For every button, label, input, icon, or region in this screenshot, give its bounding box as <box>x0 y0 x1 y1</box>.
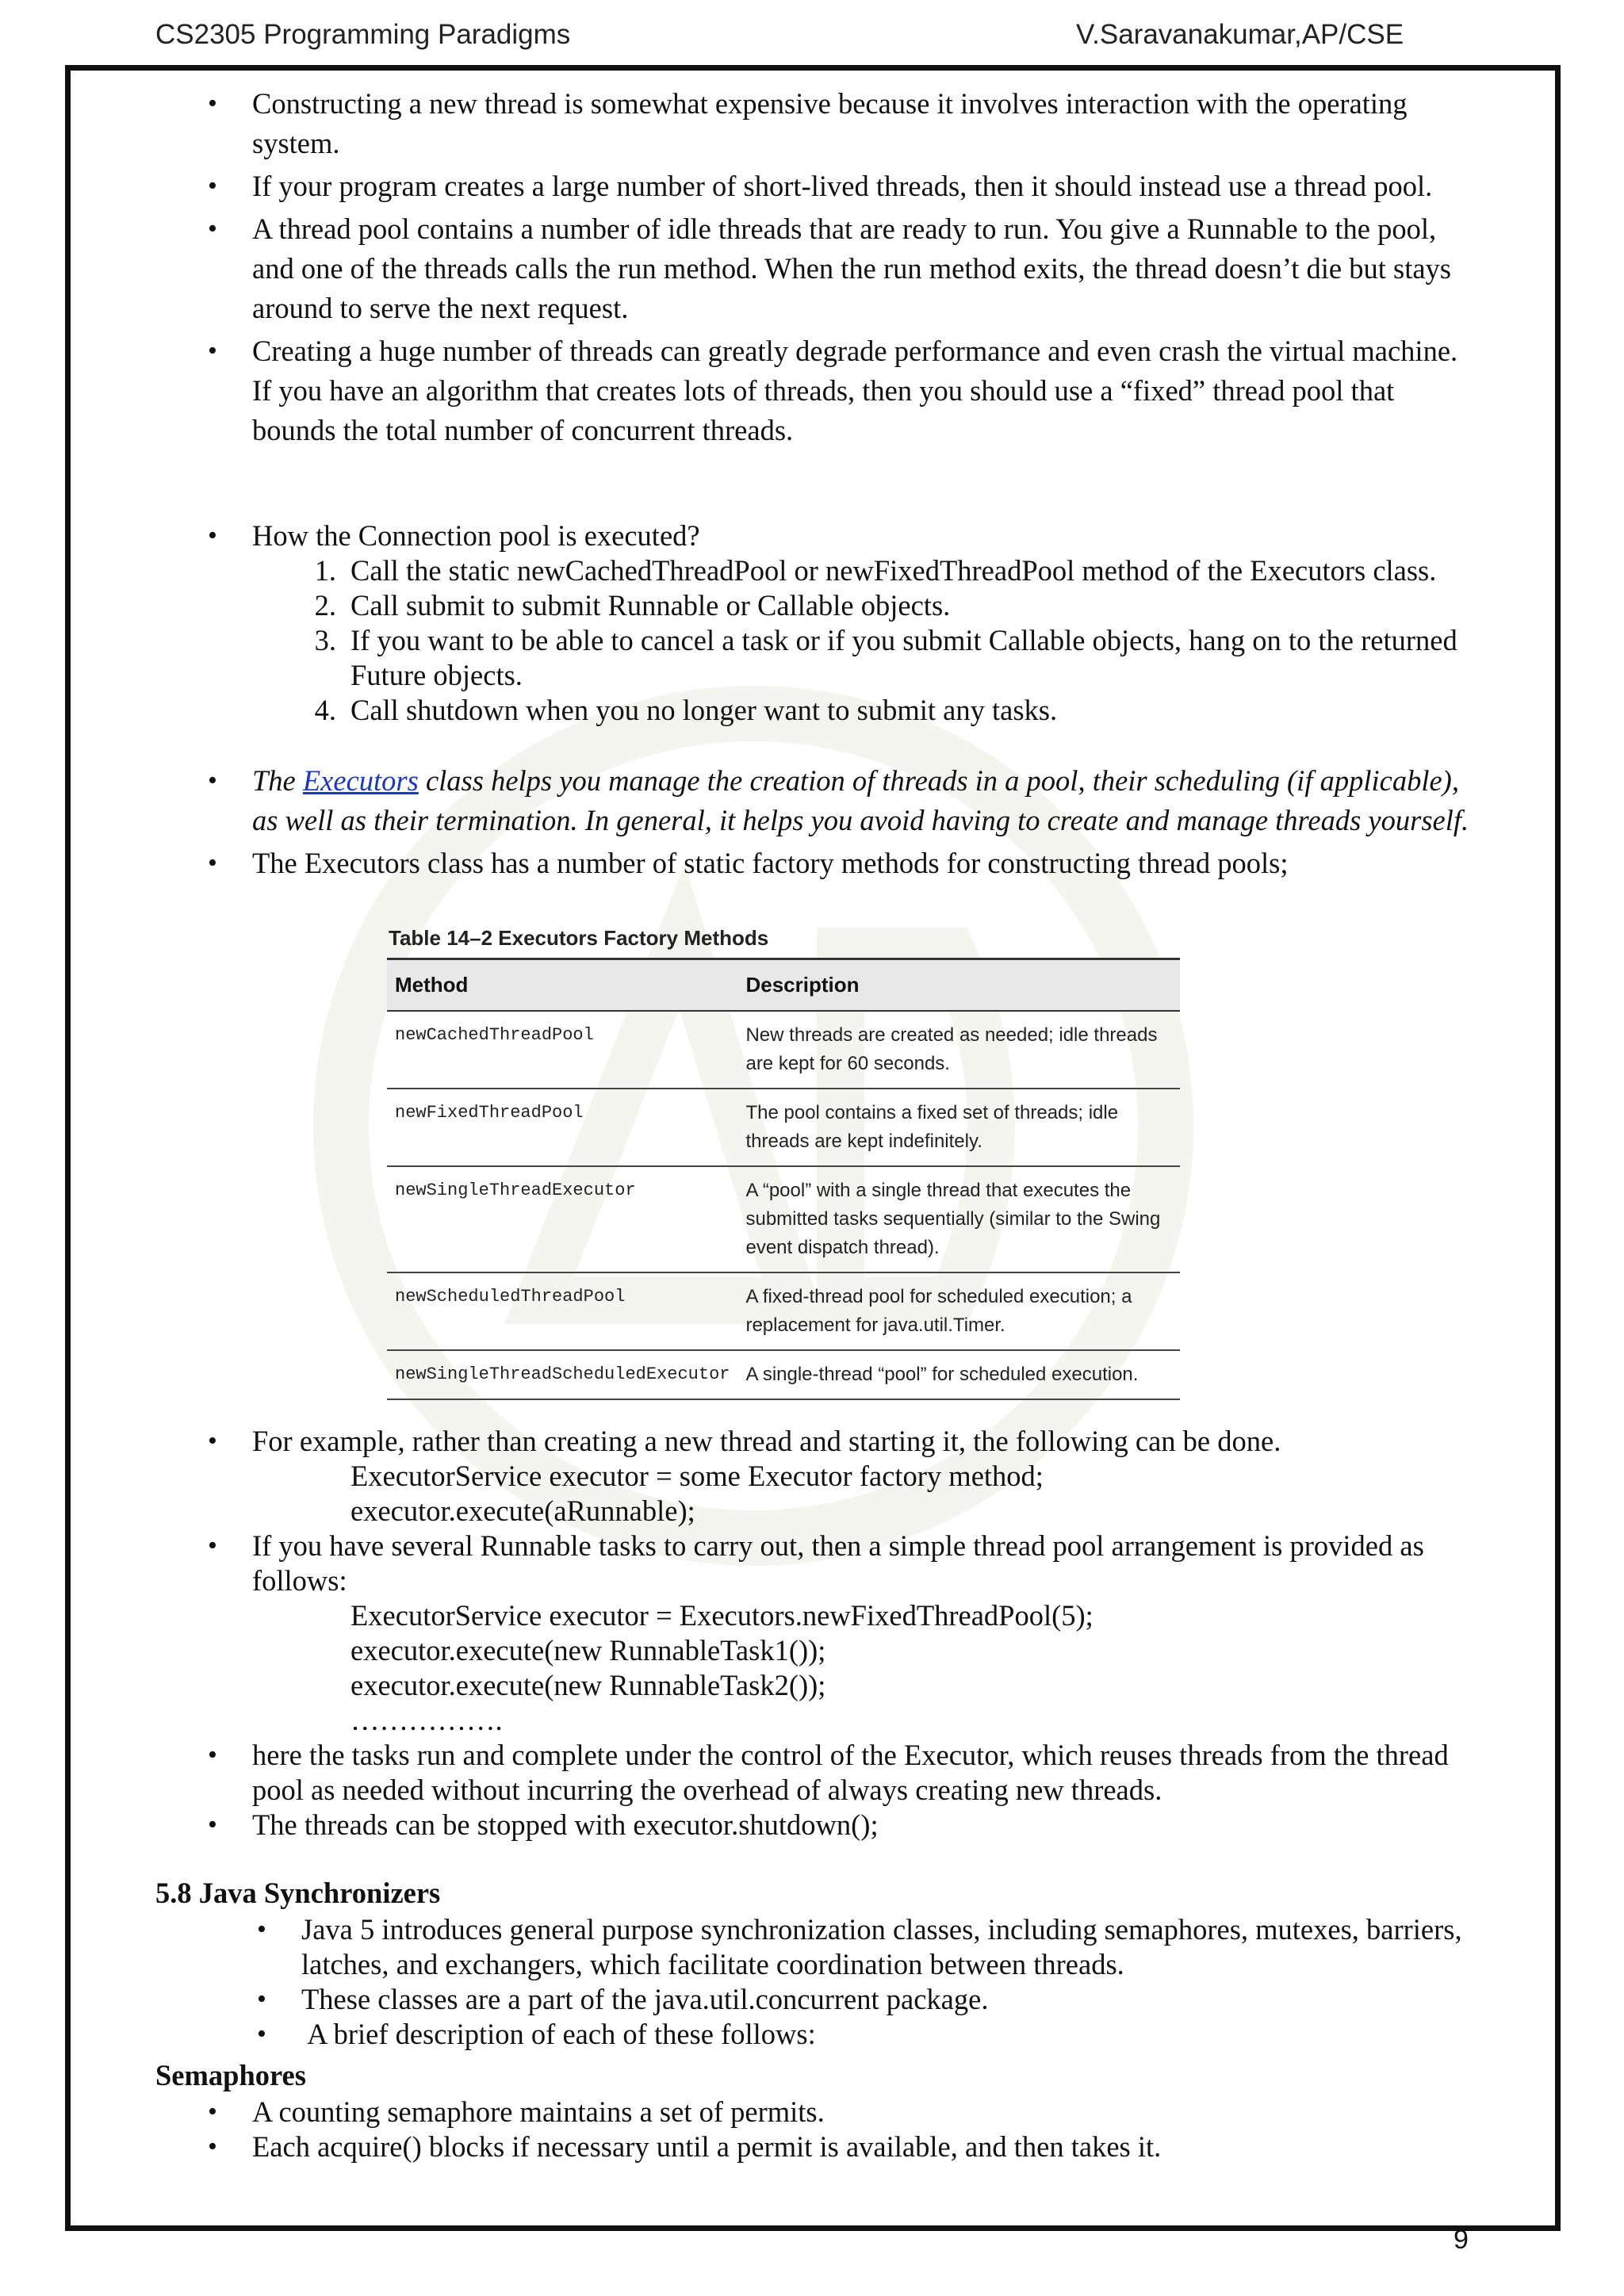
description-cell: The pool contains a fixed set of threads; idle threads are kept indefinitely. <box>737 1089 1180 1166</box>
list-item <box>208 331 1477 450</box>
executors-factory-table <box>387 958 1180 1400</box>
list-item <box>208 1738 1477 1808</box>
list-item <box>208 1424 1477 1459</box>
list-item <box>257 1912 1478 1982</box>
step-text: Call shutdown when you no longer want to submit any tasks. <box>350 694 1058 726</box>
header-course-title: CS2305 Programming Paradigms <box>155 19 571 50</box>
table-caption: Table 14–2 Executors Factory Methods <box>389 926 769 950</box>
table-row <box>387 1166 1180 1272</box>
bullet-icon: • <box>208 1531 217 1560</box>
bullet-icon: • <box>257 2019 266 2049</box>
bullet-icon: • <box>208 214 217 243</box>
list-item <box>257 2017 1478 2052</box>
bullet-icon: • <box>208 1810 217 1839</box>
bullet-icon: • <box>208 89 217 118</box>
bullet-icon: • <box>208 1740 217 1770</box>
table-row <box>387 1089 1180 1166</box>
bullet-text: Each acquire() blocks if necessary until a permit is available, and then takes it. <box>252 2130 1162 2163</box>
step-number: 3. <box>314 624 336 656</box>
several-intro: If you have several Runnable tasks to carry out, then a simple thread pool arrangement is provided as follows: <box>252 1529 1424 1597</box>
list-item <box>208 761 1477 840</box>
list-item <box>208 844 1477 883</box>
numbered-steps <box>208 553 1492 728</box>
code-block <box>208 1598 1477 1738</box>
column-header-method: Method <box>387 959 737 1012</box>
list-item <box>208 1808 1477 1843</box>
code-line: ExecutorService executor = Executors.newFixedThreadPool(5); <box>350 1599 1094 1632</box>
bullet-icon: • <box>208 1426 217 1456</box>
list-item <box>208 166 1477 206</box>
step-item <box>314 623 1492 693</box>
table-row <box>387 1272 1180 1350</box>
method-cell: newCachedThreadPool <box>387 1011 737 1089</box>
bullet-text: Creating a huge number of threads can greatly degrade performance and even crash the virtual machine. If you have an algorithm that creates lots of threads, then you should use a “fixed” thread pool that bounds the total number of concurrent threads. <box>252 335 1458 446</box>
table-header-row <box>387 959 1180 1012</box>
bullet-icon: • <box>208 2097 217 2126</box>
bullet-icon: • <box>208 766 217 795</box>
description-cell: A fixed-thread pool for scheduled execution; a replacement for java.util.Timer. <box>737 1272 1180 1350</box>
example-intro: For example, rather than creating a new thread and starting it, the following can be done. <box>252 1425 1281 1457</box>
bullet-text: A brief description of each of these follows: <box>301 2018 816 2050</box>
connection-pool-section <box>208 519 1477 728</box>
step-item <box>314 693 1492 728</box>
step-number: 2. <box>314 589 336 622</box>
description-cell: A single-thread “pool” for scheduled execution. <box>737 1350 1180 1399</box>
connection-question: How the Connection pool is executed? <box>252 519 700 552</box>
section-heading: 5.8 Java Synchronizers <box>155 1877 441 1909</box>
description-cell: New threads are created as needed; idle threads are kept for 60 seconds. <box>737 1011 1180 1089</box>
list-item <box>208 1529 1477 1598</box>
list-item <box>208 2095 1477 2130</box>
header-author: V.Saravanakumar,AP/CSE <box>1076 19 1404 50</box>
list-item <box>208 209 1477 328</box>
step-text: If you want to be able to cancel a task or if you submit Callable objects, hang on to the returned Future objects. <box>350 624 1457 691</box>
code-line: ExecutorService executor = some Executor factory method; <box>350 1460 1044 1492</box>
example-section <box>208 1424 1477 1843</box>
bullet-icon: • <box>208 2132 217 2161</box>
bullet-icon: • <box>208 336 217 365</box>
bullet-text: A thread pool contains a number of idle threads that are ready to run. You give a Runnable to the pool, and one of the threads calls the run method. When the run method exits, the thread doesn’t die but stays around to serve the next request. <box>252 212 1452 324</box>
list-item <box>208 2130 1477 2164</box>
code-line: executor.execute(new RunnableTask1()); <box>350 1634 826 1667</box>
bullet-icon: • <box>208 521 217 550</box>
bullet-icon: • <box>208 171 217 201</box>
note-suffix: class helps you manage the creation of threads in a pool, their scheduling (if applicable), as well as their termination. In general, it helps you avoid having to create and manage threads yourself. <box>252 764 1469 836</box>
bullet-text: If your program creates a large number of short-lived threads, then it should instead use a thread pool. <box>252 170 1433 202</box>
method-cell: newSingleThreadExecutor <box>387 1166 737 1272</box>
list-item <box>208 519 1477 553</box>
description-cell: A “pool” with a single thread that executes the submitted tasks sequentially (similar to the Swing event dispatch thread). <box>737 1166 1180 1272</box>
bullet-text: A counting semaphore maintains a set of permits. <box>252 2095 825 2128</box>
note-prefix: The <box>252 764 303 797</box>
method-cell: newFixedThreadPool <box>387 1089 737 1166</box>
executors-note <box>208 761 1477 883</box>
code-line: executor.execute(new RunnableTask2()); <box>350 1669 826 1701</box>
semaphores-list <box>208 2095 1477 2164</box>
code-line: executor.execute(aRunnable); <box>350 1494 695 1527</box>
page-number: 9 <box>1454 2225 1469 2255</box>
step-item <box>314 588 1492 623</box>
code-line: ……………. <box>350 1704 503 1736</box>
method-cell: newSingleThreadScheduledExecutor <box>387 1350 737 1399</box>
step-text: Call the static newCachedThreadPool or newFixedThreadPool method of the Executors class. <box>350 554 1437 587</box>
factory-intro: The Executors class has a number of static factory methods for constructing thread pools; <box>252 847 1289 879</box>
bullet-text: The threads can be stopped with executor.shutdown(); <box>252 1808 879 1841</box>
bullet-icon: • <box>208 848 217 878</box>
table-row <box>387 1350 1180 1399</box>
step-number: 1. <box>314 554 336 587</box>
list-item <box>257 1982 1478 2017</box>
bullet-text: here the tasks run and complete under the control of the Executor, which reuses threads from the thread pool as needed without incurring the overhead of always creating new threads. <box>252 1739 1449 1806</box>
bullet-text: These classes are a part of the java.util.concurrent package. <box>301 1983 989 2015</box>
code-block <box>208 1459 1477 1529</box>
step-item <box>314 553 1492 588</box>
list-item <box>208 84 1477 163</box>
subsection-heading: Semaphores <box>155 2059 306 2091</box>
synchronizers-list <box>257 1912 1478 2052</box>
method-cell: newScheduledThreadPool <box>387 1272 737 1350</box>
bullet-icon: • <box>257 1984 266 2014</box>
bullet-list-top <box>208 84 1477 450</box>
bullet-icon: • <box>257 1915 266 1944</box>
table-row <box>387 1011 1180 1089</box>
column-header-description: Description <box>737 959 1180 1012</box>
bullet-text: Constructing a new thread is somewhat expensive because it involves interaction with the operating system. <box>252 87 1408 159</box>
step-text: Call submit to submit Runnable or Callable objects. <box>350 589 951 622</box>
step-number: 4. <box>314 694 336 726</box>
executors-link[interactable]: Executors <box>302 764 419 797</box>
bullet-text: Java 5 introduces general purpose synchronization classes, including semaphores, mutexes, barriers, latches, and exchangers, which facilitate coordination between threads. <box>301 1913 1462 1980</box>
